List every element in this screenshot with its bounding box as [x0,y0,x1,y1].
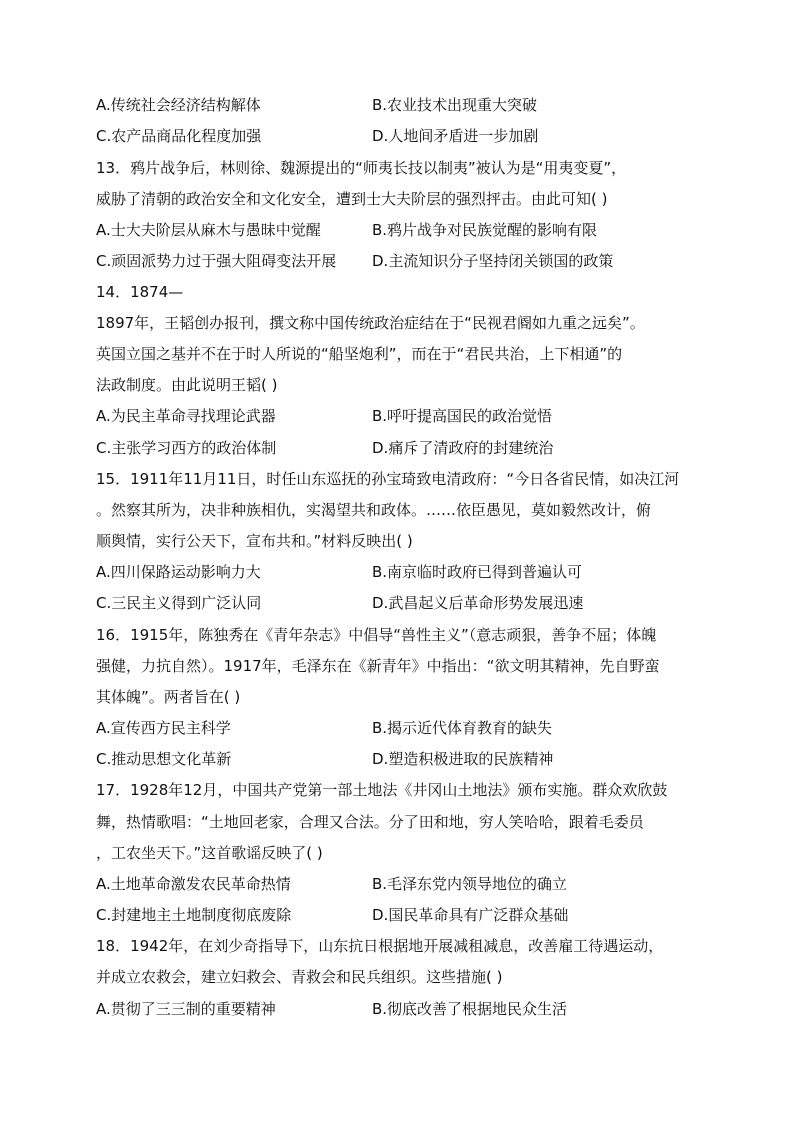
q17-option-a: A.土地革命激发农民革命热情 [96,875,291,893]
q17-option-c: C.封建地主土地制度彻底废除 [96,906,292,924]
q15-option-b: B.南京临时政府已得到普遍认可 [372,563,583,581]
q16-option-a: A.宣传西方民主科学 [96,719,231,737]
q17-stem-line-1: 17．1928年12月，中国共产党第一部土地法《井冈山土地法》颁布实施。群众欢欣鼓 [96,781,668,799]
q14-stem-line-1: 14．1874— [96,283,184,301]
q12-option-b: B.农业技术出现重大突破 [372,96,538,114]
q16-option-b: B.揭示近代体育教育的缺失 [372,719,553,737]
q17-option-d: D.国民革命具有广泛群众基础 [372,906,569,924]
q13-option-a: A.士大夫阶层从麻木与愚昧中觉醒 [96,221,321,239]
q15-option-a: A.四川保路运动影响力大 [96,563,261,581]
q12-option-c: C.农产品商品化程度加强 [96,127,262,145]
q15-stem-line-2: 。然察其所为，决非种族相仇，实渴望共和政体。……依臣愚见，莫如毅然改计，俯 [96,501,652,519]
q14-option-c: C.主张学习西方的政治体制 [96,439,277,457]
q13-option-b: B.鸦片战争对民族觉醒的影响有限 [372,221,598,239]
q13-option-d: D.主流知识分子坚持闭关锁国的政策 [372,252,614,270]
q14-stem-line-3: 英国立国之基并不在于时人所说的“船坚炮利”，而在于“君民共治，上下相通”的 [96,345,623,363]
q13-option-c: C.顽固派势力过于强大阻碍变法开展 [96,252,337,270]
q14-option-b: B.呼吁提高国民的政治觉悟 [372,407,553,425]
q17-stem-line-2: 舞，热情歌唱：“土地回老家，合理又合法。分了田和地，穷人笑哈哈，跟着毛委员 [96,813,644,831]
q18-stem-line-2: 并成立农救会，建立妇救会、青救会和民兵组织。这些措施( ) [96,968,503,986]
q15-option-d: D.武昌起义后革命形势发展迅速 [372,594,584,612]
q14-option-a: A.为民主革命寻找理论武器 [96,407,276,425]
q16-stem-line-3: 其体魄”。两者旨在( ) [96,688,241,706]
q17-stem-line-3: ，工农坐天下。”这首歌谣反映了( ) [96,844,323,862]
q16-stem-line-2: 强健，力抗自然）。1917年，毛泽东在《新青年》中指出：“欲文明其精神，先自野蛮 [96,657,660,675]
q12-option-a: A.传统社会经济结构解体 [96,96,261,114]
q14-stem-line-4: 法政制度。由此说明王韬( ) [96,376,278,394]
q16-stem-line-1: 16．1915年，陈独秀在《青年杂志》中倡导“兽性主义”（意志顽狠，善争不屈；体魄 [96,626,657,644]
q14-stem-line-2: 1897年，王韬创办报刊，撰文称中国传统政治症结在于“民视君阍如九重之远矣”。 [96,314,645,332]
q18-option-b: B.彻底改善了根据地民众生活 [372,1000,568,1018]
q18-option-a: A.贯彻了三三制的重要精神 [96,1000,276,1018]
q15-stem-line-1: 15．1911年11月11日，时任山东巡抚的孙宝琦致电清政府：“今日各省民情，如决江河 [96,470,680,488]
q13-stem-line-1: 13．鸦片战争后，林则徐、魏源提出的“师夷长技以制夷”被认为是“用夷变夏”， [96,159,627,177]
q15-option-c: C.三民主义得到广泛认同 [96,594,262,612]
q14-option-d: D.痛斥了清政府的封建统治 [372,439,554,457]
q17-option-b: B.毛泽东党内领导地位的确立 [372,875,568,893]
q18-stem-line-1: 18．1942年，在刘少奇指导下，山东抗日根据地开展减租减息，改善雇工待遇运动， [96,937,664,955]
q16-option-c: C.推动思想文化革新 [96,750,232,768]
q13-stem-line-2: 威胁了清朝的政治安全和文化安全，遭到士大夫阶层的强烈抨击。由此可知( ) [96,190,608,208]
q15-stem-line-3: 顺舆情，实行公天下，宣布共和。”材料反映出( ) [96,532,413,550]
q12-option-d: D.人地间矛盾进一步加剧 [372,127,539,145]
q16-option-d: D.塑造积极进取的民族精神 [372,750,554,768]
